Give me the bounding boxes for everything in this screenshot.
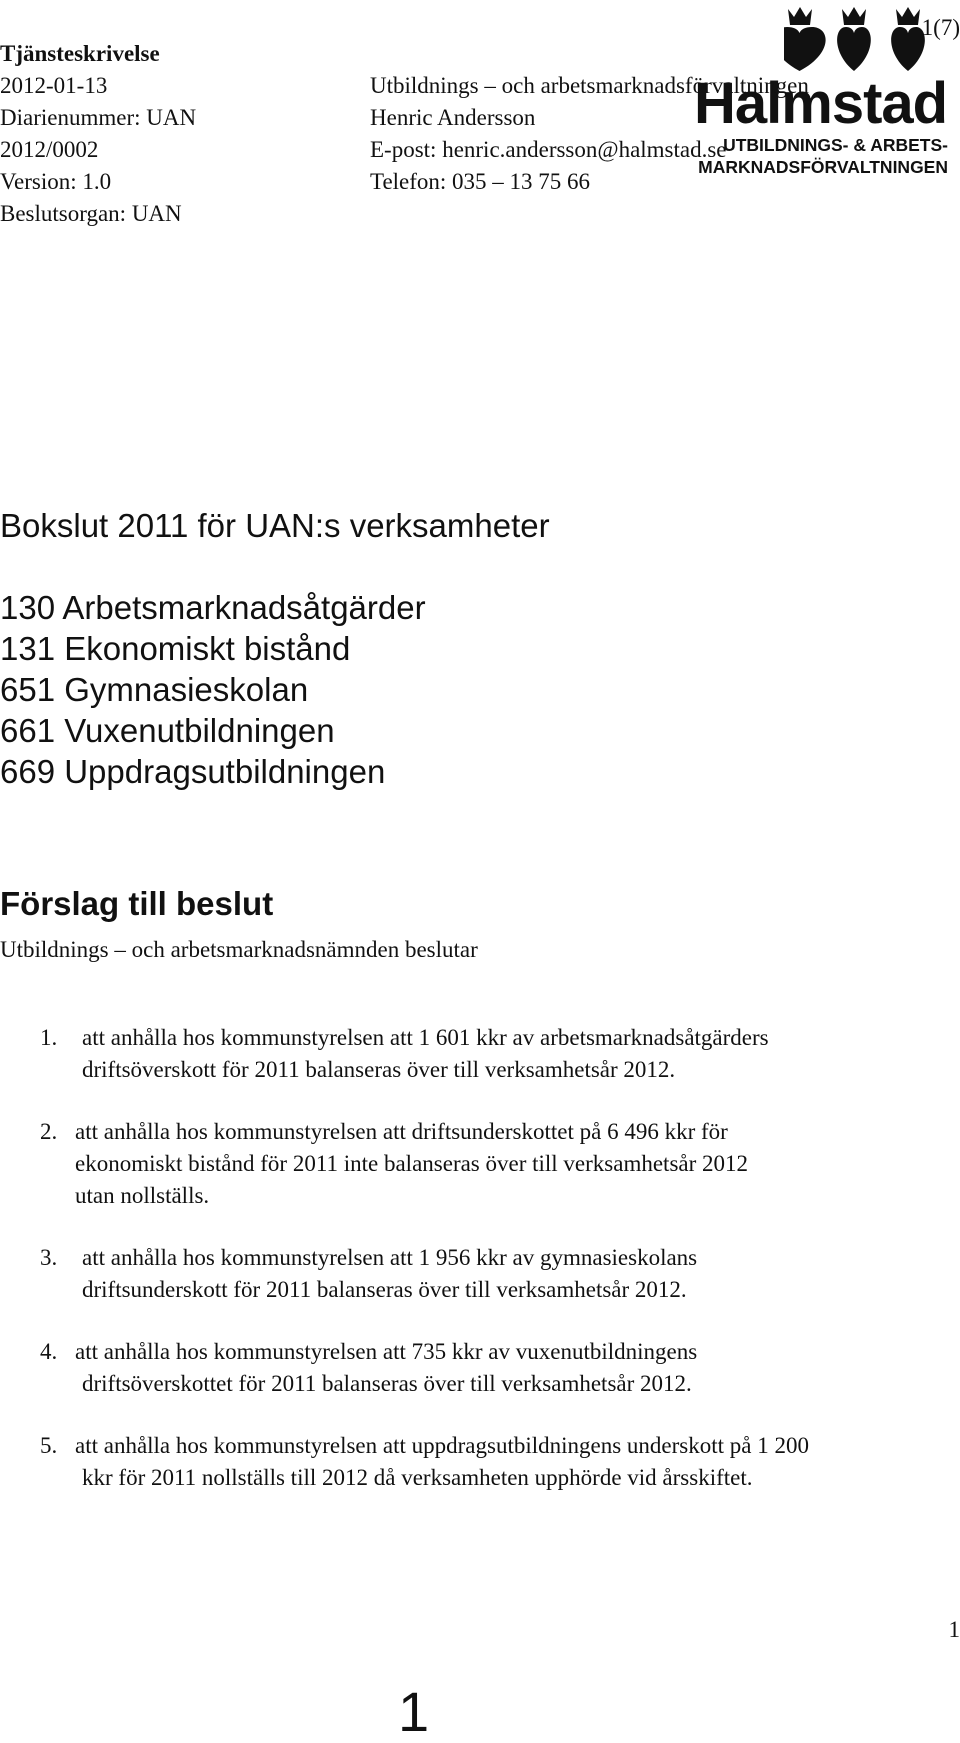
document-meta xyxy=(0,38,960,208)
item-line: att anhålla hos kommunstyrelsen att driftsunderskottet på 6 496 kkr för xyxy=(75,1116,728,1148)
item-number: 2. xyxy=(40,1116,57,1148)
beslutsorgan: Beslutsorgan: UAN xyxy=(0,198,182,230)
main-title: Bokslut 2011 för UAN:s verksamheter xyxy=(0,506,550,546)
item-line: att anhålla hos kommunstyrelsen att 735 kkr av vuxenutbildningens xyxy=(75,1336,697,1368)
item-number: 1. xyxy=(40,1022,57,1054)
item-line: att anhålla hos kommunstyrelsen att 1 956 kkr av gymnasieskolans xyxy=(82,1242,697,1274)
item-number: 5. xyxy=(40,1430,57,1462)
item-line: driftsunderskott för 2011 balanseras över till verksamhetsår 2012. xyxy=(82,1274,687,1306)
contact-email: E-post: henric.andersson@halmstad.se xyxy=(370,134,727,166)
page-count: 1(7) xyxy=(922,12,960,44)
activity-item: 661 Vuxenutbildningen xyxy=(0,711,335,751)
activity-item: 130 Arbetsmarknadsåtgärder xyxy=(0,588,426,628)
item-line: att anhålla hos kommunstyrelsen att 1 601 kkr av arbetsmarknadsåtgärders xyxy=(82,1022,769,1054)
item-line: ekonomiskt bistånd för 2011 inte balanseras över till verksamhetsår 2012 xyxy=(75,1148,748,1180)
footer-page-number: 1 xyxy=(949,1614,960,1646)
item-line: driftsöverskott för 2011 balanseras över till verksamhetsår 2012. xyxy=(82,1054,675,1086)
document-type: Tjänsteskrivelse xyxy=(0,38,160,70)
diarienummer-line-1: Diarienummer: UAN xyxy=(0,102,196,134)
diarienummer-line-2: 2012/0002 xyxy=(0,134,98,166)
activity-item: 131 Ekonomiskt bistånd xyxy=(0,629,350,669)
proposal-intro: Utbildnings – och arbetsmarknadsnämnden beslutar xyxy=(0,934,478,966)
item-line: kkr för 2011 nollställs till 2012 då verksamheten upphörde vid årsskiftet. xyxy=(82,1462,753,1494)
item-line: utan nollställs. xyxy=(75,1180,209,1212)
item-line: att anhålla hos kommunstyrelsen att uppdragsutbildningens underskott på 1 200 xyxy=(75,1430,809,1462)
logo-subtitle-line-2: MARKNADSFÖRVALTNINGEN xyxy=(698,157,948,178)
proposal-heading: Förslag till beslut xyxy=(0,884,273,924)
footer-large-page-number: 1 xyxy=(398,1682,429,1742)
contact-person: Henric Andersson xyxy=(370,102,535,134)
office: Utbildnings – och arbetsmarknadsförvaltningen xyxy=(370,70,809,102)
contact-phone: Telefon: 035 – 13 75 66 xyxy=(370,166,590,198)
logo-name: Halmstad xyxy=(694,73,947,135)
logo-subtitle-line-1: UTBILDNINGS- & ARBETS- xyxy=(723,135,948,156)
item-number: 4. xyxy=(40,1336,57,1368)
item-line: driftsöverskottet för 2011 balanseras över till verksamhetsår 2012. xyxy=(82,1368,692,1400)
version: Version: 1.0 xyxy=(0,166,111,198)
item-number: 3. xyxy=(40,1242,57,1274)
proposal-items xyxy=(0,1022,960,1492)
document-date: 2012-01-13 xyxy=(0,70,107,102)
activity-item: 651 Gymnasieskolan xyxy=(0,670,308,710)
activity-item: 669 Uppdragsutbildningen xyxy=(0,752,385,792)
